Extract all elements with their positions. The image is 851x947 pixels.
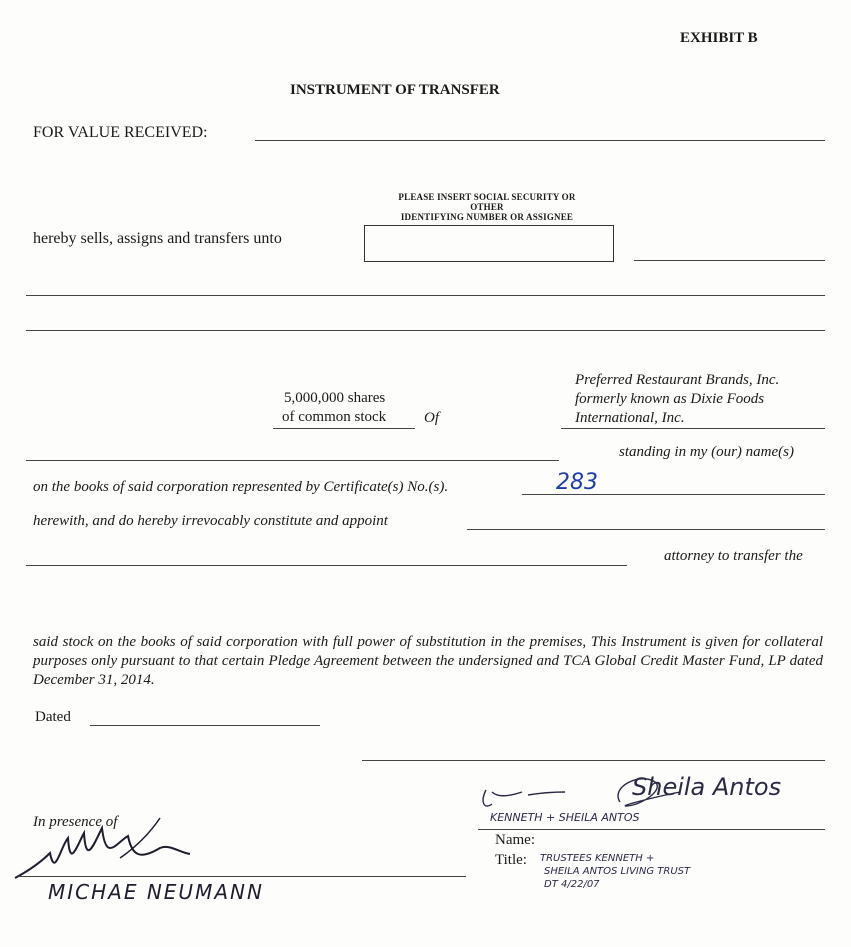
title-handwritten-line1: TRUSTEES KENNETH + xyxy=(540,853,655,864)
signer-signature: Sheila Antos xyxy=(632,773,782,801)
shares-quantity: 5,000,000 shares xyxy=(284,390,386,406)
title-handwritten xyxy=(540,852,690,891)
title-handwritten-line2: SHEILA ANTOS LIVING TRUST xyxy=(544,866,691,877)
for-value-received-line[interactable] xyxy=(255,140,825,141)
dated-label: Dated xyxy=(35,709,71,725)
assignee-address-line-2[interactable] xyxy=(26,330,825,331)
company-line2: formerly known as Dixie Foods xyxy=(575,391,765,407)
ssn-instruction-line1: PLEASE INSERT SOCIAL SECURITY OR xyxy=(398,192,576,202)
shares-class: of common stock xyxy=(282,409,387,425)
certificate-line[interactable] xyxy=(522,494,825,495)
title-handwritten-line3: DT 4/22/07 xyxy=(544,879,600,890)
shares-class-underline xyxy=(273,428,415,429)
witness-printed-name: MICHAE NEUMANN xyxy=(48,880,264,904)
signer-printed-name: KENNETH + SHEILA ANTOS xyxy=(490,811,640,824)
company-underline xyxy=(561,428,825,429)
herewith-label: herewith, and do hereby irrevocably constitute and appoint xyxy=(33,513,388,529)
books-label: on the books of said corporation represented by Certificate(s) No.(s). xyxy=(33,479,449,495)
attorney-name-line-2[interactable] xyxy=(26,565,627,566)
for-value-received-label: FOR VALUE RECEIVED: xyxy=(33,124,208,141)
standing-label: standing in my (our) name(s) xyxy=(619,444,794,460)
ssn-instruction xyxy=(362,192,612,222)
ssn-input-box[interactable] xyxy=(364,225,614,262)
name-label: Name: xyxy=(495,832,535,848)
exhibit-label: EXHIBIT B xyxy=(680,30,758,46)
company-line1: Preferred Restaurant Brands, Inc. xyxy=(575,372,780,388)
body-paragraph: said stock on the books of said corporation with full power of substitution in the premises, This Instrument is given for collateral purposes only pursuant to that certain Pledge Agreement between the undersigned and TCA Global Credit Master Fund, LP dated December 31, 2014. xyxy=(33,634,823,688)
presence-label: In presence of xyxy=(33,814,118,830)
signer-top-line[interactable] xyxy=(362,760,825,761)
assignee-address-line-1[interactable] xyxy=(26,295,825,296)
signer-signature-line[interactable] xyxy=(478,829,825,830)
dated-line[interactable] xyxy=(90,725,320,726)
attorney-label: attorney to transfer the xyxy=(664,548,803,564)
ssn-instruction-line3: IDENTIFYING NUMBER OR ASSIGNEE xyxy=(400,212,574,222)
standing-name-line[interactable] xyxy=(26,460,559,461)
witness-signature-line[interactable] xyxy=(18,876,466,877)
of-label: Of xyxy=(424,410,439,426)
company-line3: International, Inc. xyxy=(575,410,685,426)
attorney-name-line-1[interactable] xyxy=(467,529,825,530)
sells-assigns-label: hereby sells, assigns and transfers unto xyxy=(33,230,282,247)
document-title: INSTRUMENT OF TRANSFER xyxy=(290,82,500,98)
title-label: Title: xyxy=(495,852,527,868)
company-name xyxy=(575,371,779,428)
ssn-instruction-line2: OTHER xyxy=(470,202,504,212)
assignee-line[interactable] xyxy=(634,260,825,261)
certificate-number: 283 xyxy=(556,470,598,495)
